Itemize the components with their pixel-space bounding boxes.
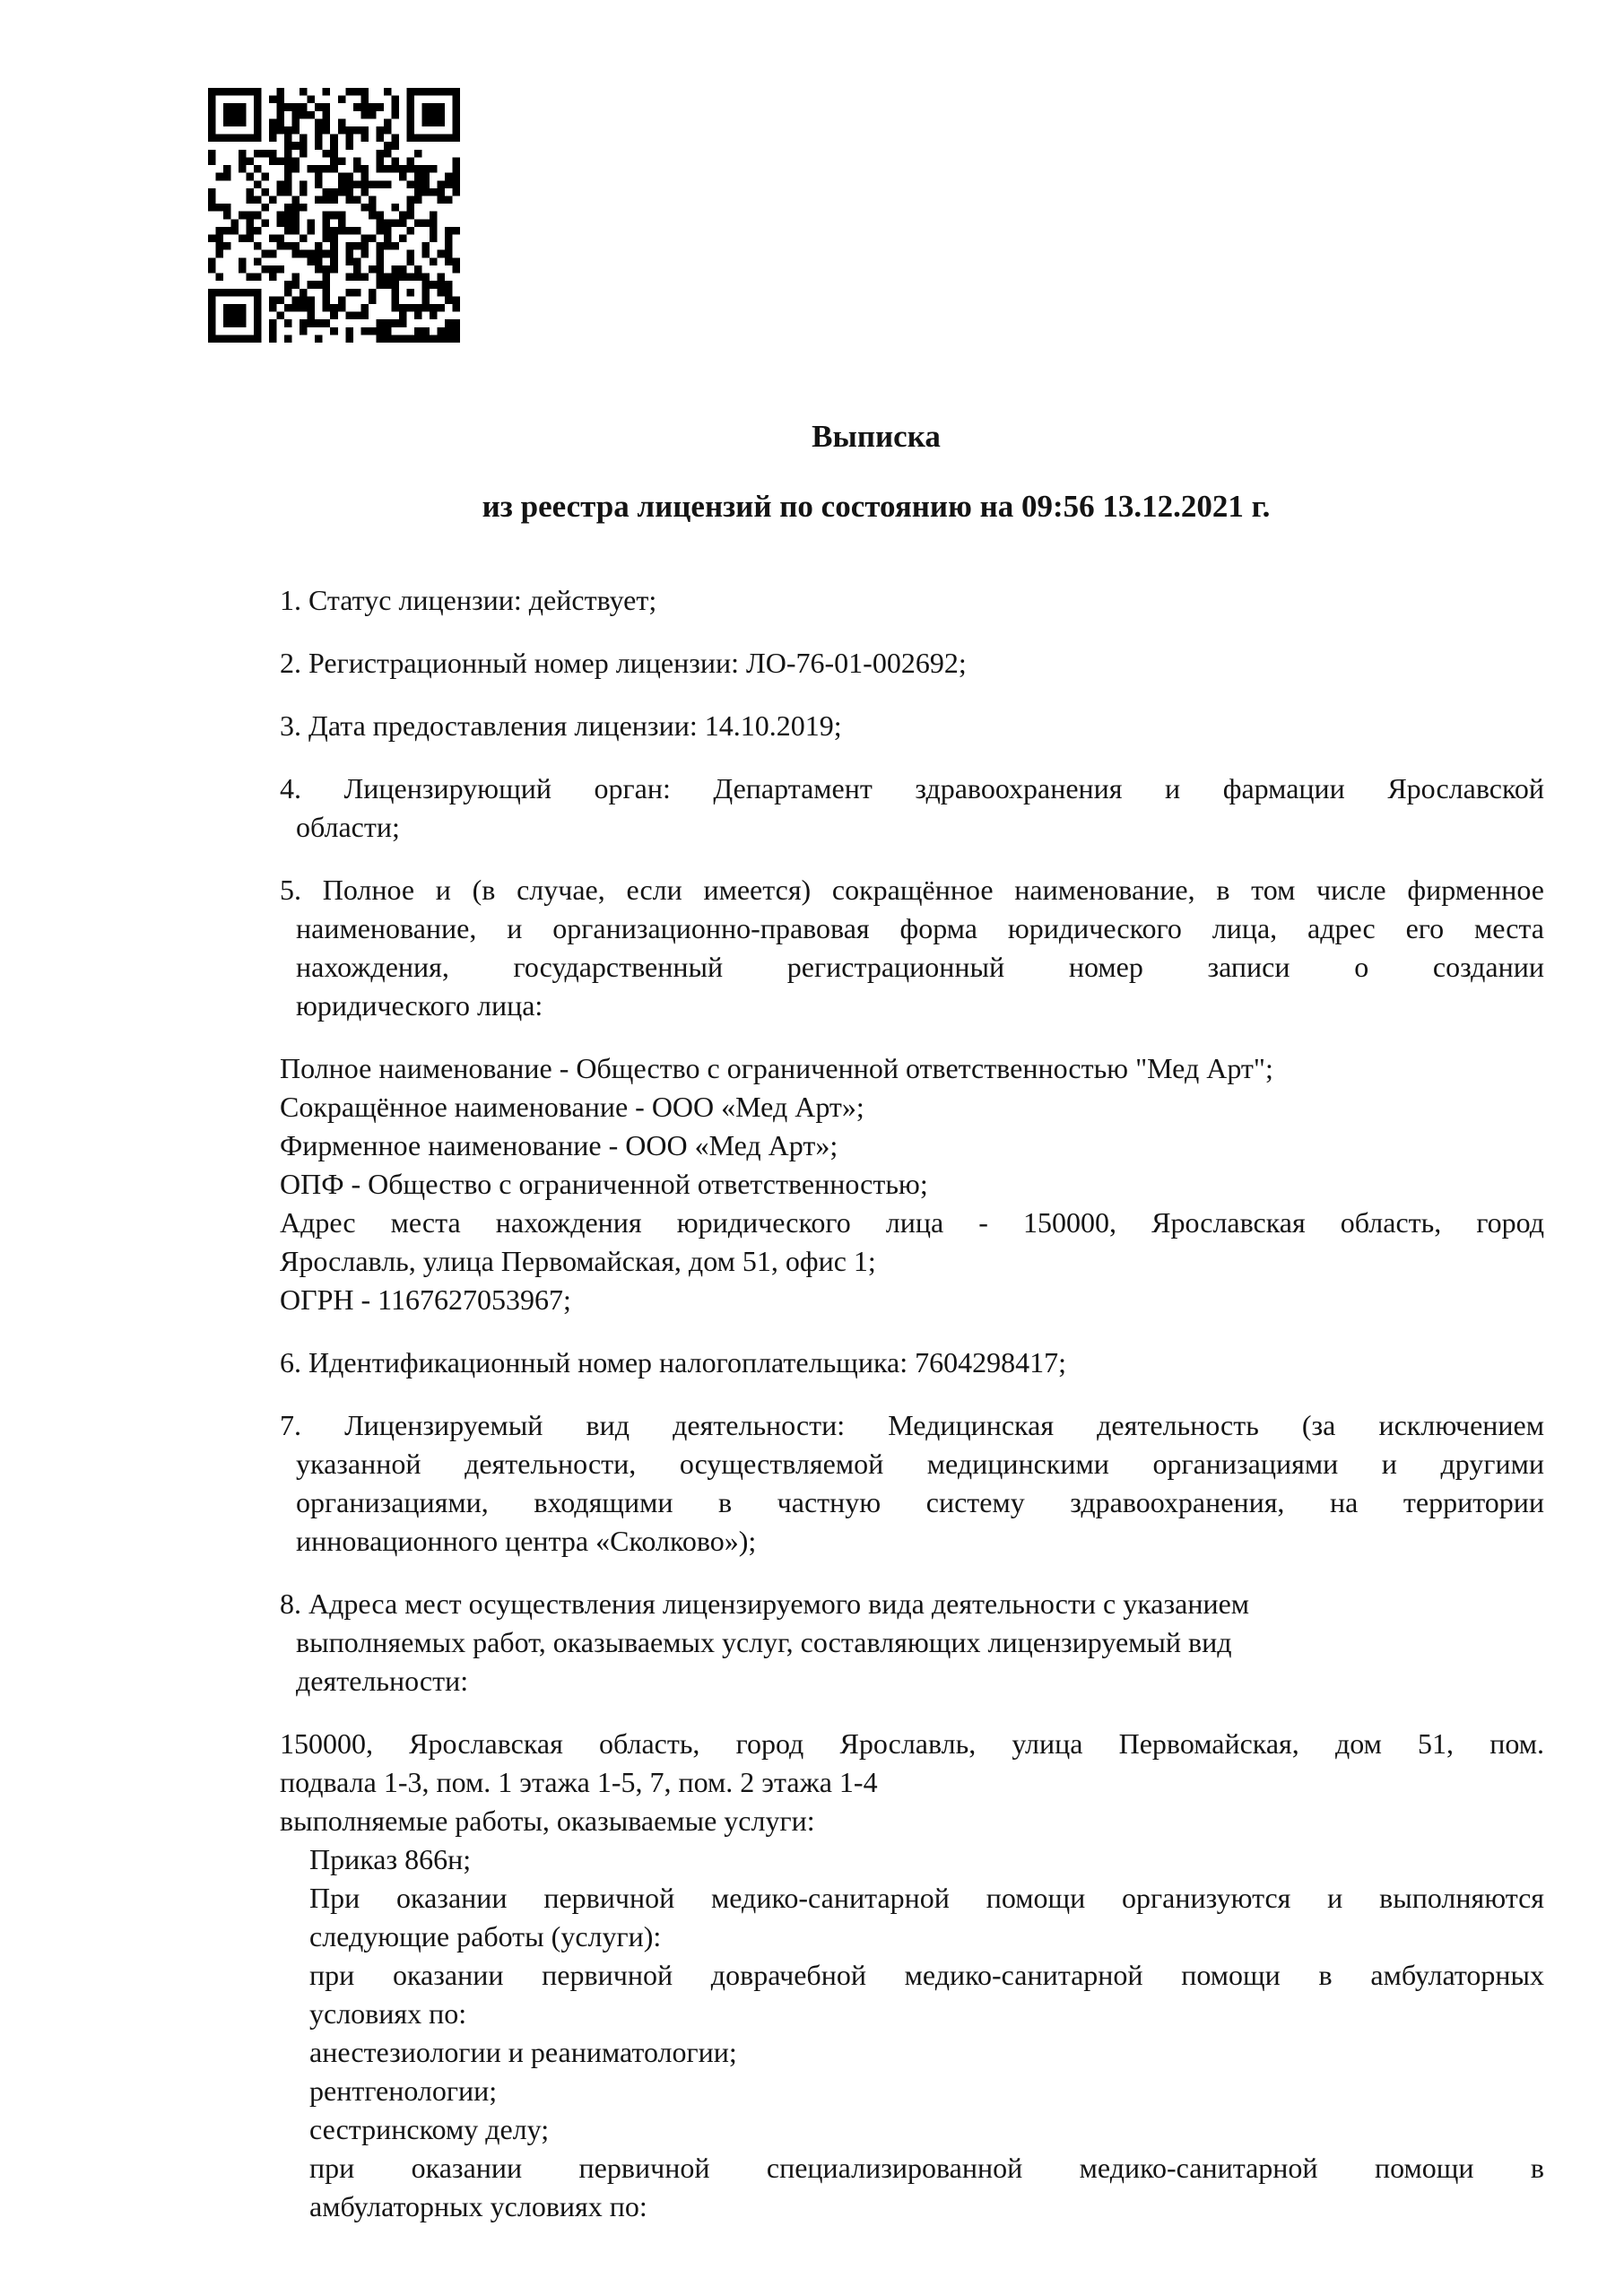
item-4-line-2: области; [296,811,400,843]
item-8-line-3: деятельности: [296,1665,469,1697]
item-5 [280,871,1544,1025]
works-header: выполняемые работы, оказываемые услуги: [280,1805,815,1837]
work-address-line-1: 150000, Ярославская область, город Ярославль, улица Первомайская, дом 51, пом. [280,1727,1544,1760]
company-short-name: Сокращённое наименование - ООО «Мед Арт»; [280,1091,864,1123]
item-3 [280,707,1544,745]
works-line-6: следующие работы (услуги): [309,1920,662,1952]
item-5-line-4: юридического лица: [296,989,543,1022]
item-7-line-1: 7. Лицензируемый вид деятельности: Медицинская деятельность (за исключением [280,1409,1544,1441]
item-6 [280,1344,1544,1382]
document-body [280,581,1544,2226]
item-4-line-1: 4. Лицензирующий орган: Департамент здравоохранения и фармации Ярославской [280,772,1544,804]
works-line-11: сестринскому делу; [309,2113,550,2145]
works-line-9: анестезиологии и реаниматологии; [309,2036,737,2068]
item-8-line-1: 8. Адреса мест осуществления лицензируемого вида деятельности с указанием [280,1587,1250,1620]
company-brand-name: Фирменное наименование - ООО «Мед Арт»; [280,1129,838,1161]
work-address-line-2: подвала 1-3, пом. 1 этажа 1-5, 7, пом. 2 этажа 1-4 [280,1766,878,1798]
item-8-line-2: выполняемых работ, оказываемых услуг, составляющих лицензируемый вид [296,1626,1232,1658]
item-5-line-1: 5. Полное и (в случае, если имеется) сокращённое наименование, в том числе фирменное [280,874,1544,906]
document-subtitle: из реестра лицензий по состоянию на 09:56 13.12.2021 г. [482,489,1271,524]
item-1-line-1: 1. Статус лицензии: действует; [280,584,657,616]
document-content [280,417,1544,2250]
item-8 [280,1585,1544,1700]
item-5-line-3: нахождения, государственный регистрационный номер записи о создании [296,951,1544,983]
address-works-block [280,1725,1544,2226]
company-ogrn: ОГРН - 1167627053967; [280,1283,571,1316]
works-line-13: амбулаторных условиях по: [309,2190,647,2222]
works-line-8: условиях по: [309,1997,467,2030]
item-5-line-2: наименование, и организационно-правовая форма юридического лица, адрес его места [296,912,1544,944]
item-7 [280,1406,1544,1561]
item-7-line-3: организациями, входящими в частную систему здравоохранения, на территории [296,1486,1544,1518]
works-line-10: рентгенологии; [309,2074,498,2107]
item-2-line-1: 2. Регистрационный номер лицензии: ЛО-76-01-002692; [280,647,967,679]
item-1 [280,581,1544,620]
item-3-line-1: 3. Дата предоставления лицензии: 14.10.2019; [280,709,842,742]
works-line-12: при оказании первичной специализированной медико-санитарной помощи в [309,2152,1544,2184]
company-address-line-1: Адрес места нахождения юридического лица - 150000, Ярославская область, город [280,1206,1544,1239]
works-line-5: При оказании первичной медико-санитарной помощи организуются и выполняются [309,1882,1544,1914]
item-7-line-2: указанной деятельности, осуществляемой медицинскими организациями и другими [296,1448,1544,1480]
item-6-line-1: 6. Идентификационный номер налогоплательщика: 7604298417; [280,1346,1066,1378]
item-7-line-4: инновационного центра «Сколково»); [296,1525,757,1557]
item-4 [280,770,1544,847]
item-2 [280,644,1544,683]
company-address-line-2: Ярославль, улица Первомайская, дом 51, офис 1; [280,1245,876,1277]
company-opf: ОПФ - Общество с ограниченной ответственностью; [280,1168,928,1200]
company-full-name: Полное наименование - Общество с ограниченной ответственностью "Мед Арт"; [280,1052,1273,1084]
document-title: Выписка [812,419,941,454]
works-order: Приказ 866н; [309,1843,472,1875]
works-line-7: при оказании первичной доврачебной медико-санитарной помощи в амбулаторных [309,1959,1544,1991]
qr-code [208,88,460,343]
company-block [280,1049,1544,1319]
